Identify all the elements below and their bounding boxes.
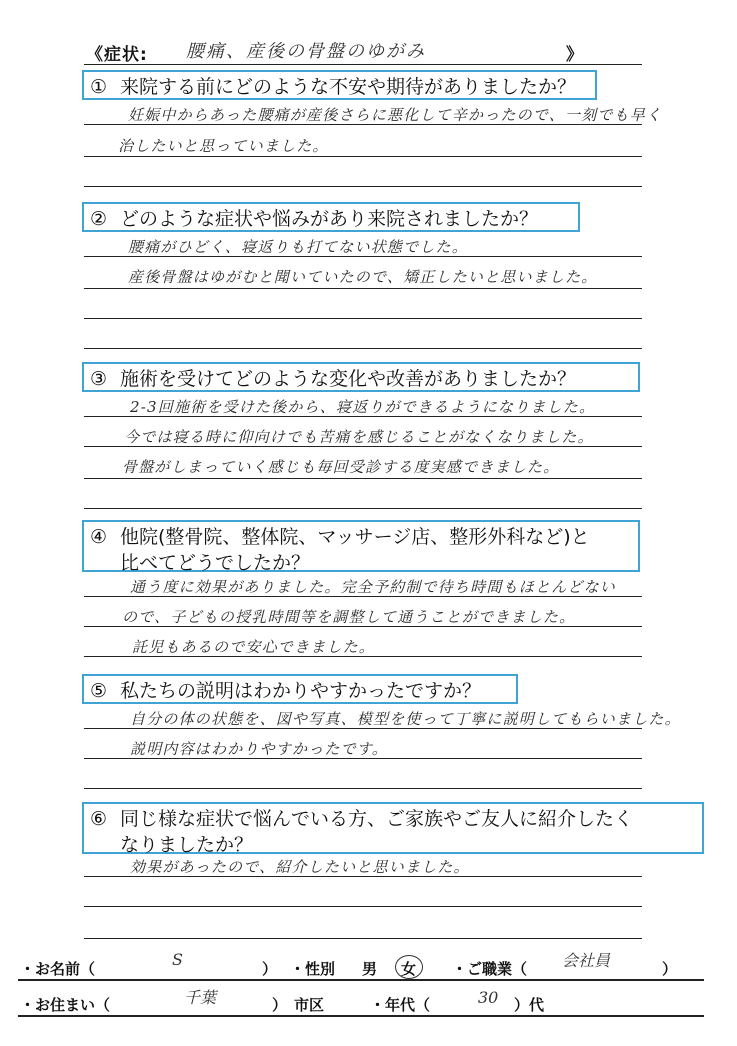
gender-circle-mark xyxy=(395,955,423,979)
ruled-line xyxy=(84,758,642,759)
answer-line: 託児もあるので安心できました。 xyxy=(132,638,376,656)
answer-line: 腰痛がひどく、寝返りも打てない状態でした。 xyxy=(128,238,468,256)
question-box-3 xyxy=(82,362,640,392)
question-box-5 xyxy=(82,674,518,704)
gender-male: 男 xyxy=(362,960,378,978)
question-text: 施術を受けてどのような変化や改善がありましたか？ xyxy=(120,368,577,390)
ruled-line xyxy=(84,348,642,349)
question-box-4 xyxy=(82,520,640,572)
question-text: 同じ様な症状で悩んでいる方、ご家族やご友人に紹介したく xyxy=(120,808,634,830)
question-number: ② xyxy=(90,208,108,230)
answer-line: 今では寝る時に仰向けでも苦痛を感じることがなくなりました。 xyxy=(124,428,594,446)
ruled-line xyxy=(84,256,642,257)
footer-line-2 xyxy=(18,1015,704,1017)
question-text: どのような症状や悩みがあり来院されましたか？ xyxy=(120,208,539,230)
answer-line: 効果があったので、紹介したいと思いました。 xyxy=(130,858,470,876)
ruled-line xyxy=(84,446,642,447)
question-box-1 xyxy=(82,70,597,100)
job-value: 会社員 xyxy=(562,951,611,970)
name-value: S xyxy=(172,950,183,969)
question-text: 他院(整骨院、整体院、マッサージ店、整形外科など)と xyxy=(120,526,590,548)
question-text: 来院する前にどのような不安や期待がありましたか？ xyxy=(120,76,577,98)
address-value: 千葉 xyxy=(184,988,217,1007)
question-text-line2: 比べてどうでしたか？ xyxy=(120,552,311,574)
answer-line: 通う度に効果がありました。完全予約制で待ち時間もほとんどない xyxy=(130,578,617,596)
answer-line: ので、子どもの授乳時間等を調整して通うことができました。 xyxy=(122,608,576,626)
question-number: ③ xyxy=(90,368,108,390)
age-value: 30 xyxy=(478,988,499,1007)
ruled-line xyxy=(84,938,642,939)
ruled-line xyxy=(84,508,642,509)
symptom-value: 腰痛、産後の骨盤のゆがみ xyxy=(186,41,426,62)
answer-line: 治したいと思っていました。 xyxy=(118,137,329,155)
answer-line: 説明内容はわかりやすかったです。 xyxy=(130,740,389,758)
symptom-close-bracket: 》 xyxy=(566,45,583,65)
question-number: ④ xyxy=(90,526,108,548)
city-label: 市区 xyxy=(294,996,325,1014)
ruled-line xyxy=(84,876,642,877)
answer-line: 骨盤がしまっていく感じも毎回受診する度実感できました。 xyxy=(122,458,560,476)
answer-line: 2-3回施術を受けた後から、寝返りができるようになりました。 xyxy=(130,398,596,416)
ruled-line xyxy=(84,416,642,417)
ruled-line xyxy=(84,186,642,187)
gender-female: 女 xyxy=(401,960,417,978)
ruled-line xyxy=(84,626,642,627)
job-label: ・ご職業（ xyxy=(452,960,528,978)
question-number: ① xyxy=(90,76,108,98)
ruled-line xyxy=(84,478,642,479)
ruled-line xyxy=(84,728,642,729)
ruled-line xyxy=(84,656,642,657)
address-label: ・お住まい（ xyxy=(20,996,111,1014)
ruled-line xyxy=(84,318,642,319)
age-label: ・年代（ xyxy=(370,996,431,1014)
address-close: ） xyxy=(272,996,288,1014)
ruled-line xyxy=(84,788,642,789)
symptom-underline xyxy=(84,64,642,65)
question-box-2 xyxy=(82,202,580,232)
question-text-line2: なりましたか？ xyxy=(120,834,254,856)
ruled-line xyxy=(84,288,642,289)
ruled-line xyxy=(84,906,642,907)
ruled-line xyxy=(84,596,642,597)
symptom-label: 《症状: xyxy=(86,45,148,65)
answer-line: 産後骨盤はゆがむと聞いていたので、矯正したいと思いました。 xyxy=(128,268,598,286)
gender-label: ・性別 xyxy=(290,960,336,978)
answer-line: 自分の体の状態を、図や写真、模型を使って丁寧に説明してもらいました。 xyxy=(130,710,681,728)
job-close: ） xyxy=(662,960,678,978)
answer-line: 妊娠中からあった腰痛が産後さらに悪化して辛かったので、一刻でも早く xyxy=(128,106,663,124)
ruled-line xyxy=(84,124,642,125)
question-text: 私たちの説明はわかりやすかったですか？ xyxy=(120,680,482,702)
age-close: ）代 xyxy=(514,996,545,1014)
question-box-6 xyxy=(82,802,704,854)
footer-line-1 xyxy=(18,979,704,981)
name-close: ） xyxy=(262,960,278,978)
question-number: ⑥ xyxy=(90,808,108,830)
question-number: ⑤ xyxy=(90,680,108,702)
name-label: ・お名前（ xyxy=(20,960,96,978)
ruled-line xyxy=(84,156,642,157)
